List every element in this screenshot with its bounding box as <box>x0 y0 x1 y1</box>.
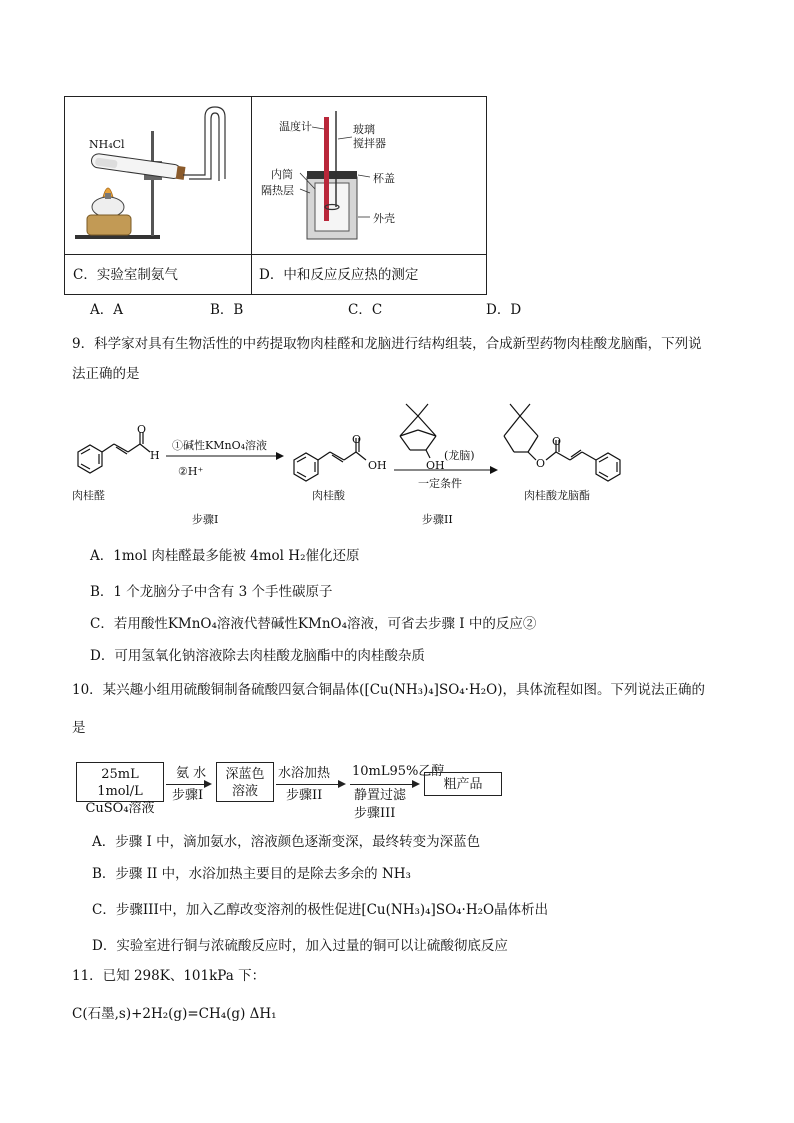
q8-option-d: D．D <box>486 302 522 318</box>
cinnamic-acid-oh: OH <box>368 459 387 472</box>
flow-arrow1-head <box>204 780 212 788</box>
flow-box-crude-product: 粗产品 <box>424 772 502 796</box>
stirrer-label: 搅拌器 <box>353 137 386 150</box>
ammonia-apparatus-figure <box>65 97 251 254</box>
flow-box-deep-blue-line2: 溶液 <box>231 784 258 799</box>
q11-stem: 11．已知 298K、101kPa 下： <box>72 968 266 984</box>
q9-stem-line2: 法正确的是 <box>72 366 140 382</box>
nh4cl-label: NH₄Cl <box>89 138 125 151</box>
flow-box-deep-blue-line1: 深蓝色 <box>225 767 265 782</box>
q9-option-c: C．若用酸性KMnO₄溶液代替碱性KMnO₄溶液，可省去步骤 I 中的反应② <box>90 616 537 632</box>
q11-equation: C(石墨,s)+2H₂(g)=CH₄(g) ΔH₁ <box>72 1006 277 1022</box>
flow-box-deep-blue <box>216 762 274 802</box>
q9-option-a: A．1mol 肉桂醛最多能被 4mol H₂催化还原 <box>90 548 360 564</box>
shell-label: 外壳 <box>373 212 395 225</box>
step2-label: 步骤II <box>422 513 453 526</box>
q10-option-a: A．步骤 I 中，滴加氨水，溶液颜色逐渐变深，最终转变为深蓝色 <box>92 834 481 850</box>
insulation-label: 隔热层 <box>261 184 294 197</box>
q9-option-b: B．1 个龙脑分子中含有 3 个手性碳原子 <box>90 584 333 600</box>
q10-stem-line1: 10．某兴趣小组用硫酸铜制备硫酸四氨合铜晶体([Cu(NH₃)₄]SO₄·H₂O)，具体流程如图。下列说法正确的 <box>72 682 705 698</box>
q9-stem-line1: 9．科学家对具有生物活性的中药提取物肉桂醛和龙脑进行结构组装，合成新型药物肉桂酸龙脑酯，下列说 <box>72 336 702 352</box>
label-cinnamic-acid: 肉桂酸 <box>312 489 345 502</box>
q8-option-b: B．B <box>210 302 244 318</box>
borneol-oh: OH <box>426 459 445 472</box>
label-cinnamaldehyde: 肉桂醛 <box>72 489 105 502</box>
lid-label: 杯盖 <box>373 172 395 185</box>
step1-condition-1: ①碱性KMnO₄溶液 <box>172 439 267 452</box>
flow-arrow3-top: 10mL95%乙醇 <box>352 764 445 779</box>
flow-arrow1 <box>166 784 204 785</box>
flow-arrow3-head <box>412 780 420 788</box>
flow-box-cuso4 <box>76 762 164 816</box>
cinnamic-acid-o: O <box>352 433 362 446</box>
flow-arrow2-top: 水浴加热 <box>278 766 331 781</box>
q8-option-c: C．C <box>348 302 383 318</box>
q10-option-b: B．步骤 II 中，水浴加热主要目的是除去多余的 NH₃ <box>92 866 411 882</box>
glass-label: 玻璃 <box>353 123 375 136</box>
q10-option-c: C．步骤III中，加入乙醇改变溶剂的极性促进[Cu(NH₃)₄]SO₄·H₂O晶体析出 <box>92 902 549 918</box>
q10-stem-line2: 是 <box>72 720 86 736</box>
label-ester: 肉桂酸龙脑酯 <box>524 489 590 502</box>
cinnamaldehyde-h: H <box>150 449 160 462</box>
apparatus-table <box>64 96 487 295</box>
thermometer-label: 温度计 <box>279 120 312 133</box>
caption-d: D．中和反应反应热的测定 <box>259 267 419 283</box>
flow-arrow2-head <box>338 780 346 788</box>
step1-condition-2: ②H⁺ <box>178 465 204 478</box>
ester-carbonyl-o: O <box>552 435 562 448</box>
q10-option-d: D．实验室进行铜与浓硫酸反应时，加入过量的铜可以让硫酸彻底反应 <box>92 938 508 954</box>
flow-arrow3-bottom1: 静置过滤 <box>354 788 407 803</box>
step2-condition: 一定条件 <box>418 477 462 490</box>
flow-arrow3 <box>350 784 412 785</box>
flow-box-cuso4-line1: 25mL 1mol/L <box>97 767 143 799</box>
step1-label: 步骤I <box>192 513 219 526</box>
q8-option-a: A．A <box>90 302 123 318</box>
flow-arrow2-bottom: 步骤II <box>286 788 323 803</box>
table-divider <box>65 254 486 255</box>
inner-cup-label: 内筒 <box>271 168 293 181</box>
cinnamaldehyde-o: O <box>137 423 147 436</box>
flow-arrow2 <box>276 784 338 785</box>
flow-box-cuso4-line2: CuSO₄溶液 <box>85 801 155 816</box>
flow-arrow1-top: 氨 水 <box>176 766 207 781</box>
ester-o: O <box>536 457 546 470</box>
caption-c: C．实验室制氨气 <box>73 267 178 283</box>
flow-arrow1-bottom: 步骤I <box>172 788 204 803</box>
q9-option-d: D．可用氢氧化钠溶液除去肉桂酸龙脑酯中的肉桂酸杂质 <box>90 648 425 664</box>
step2-reagent: (龙脑) <box>444 449 475 462</box>
flow-arrow3-bottom2: 步骤III <box>354 806 396 821</box>
